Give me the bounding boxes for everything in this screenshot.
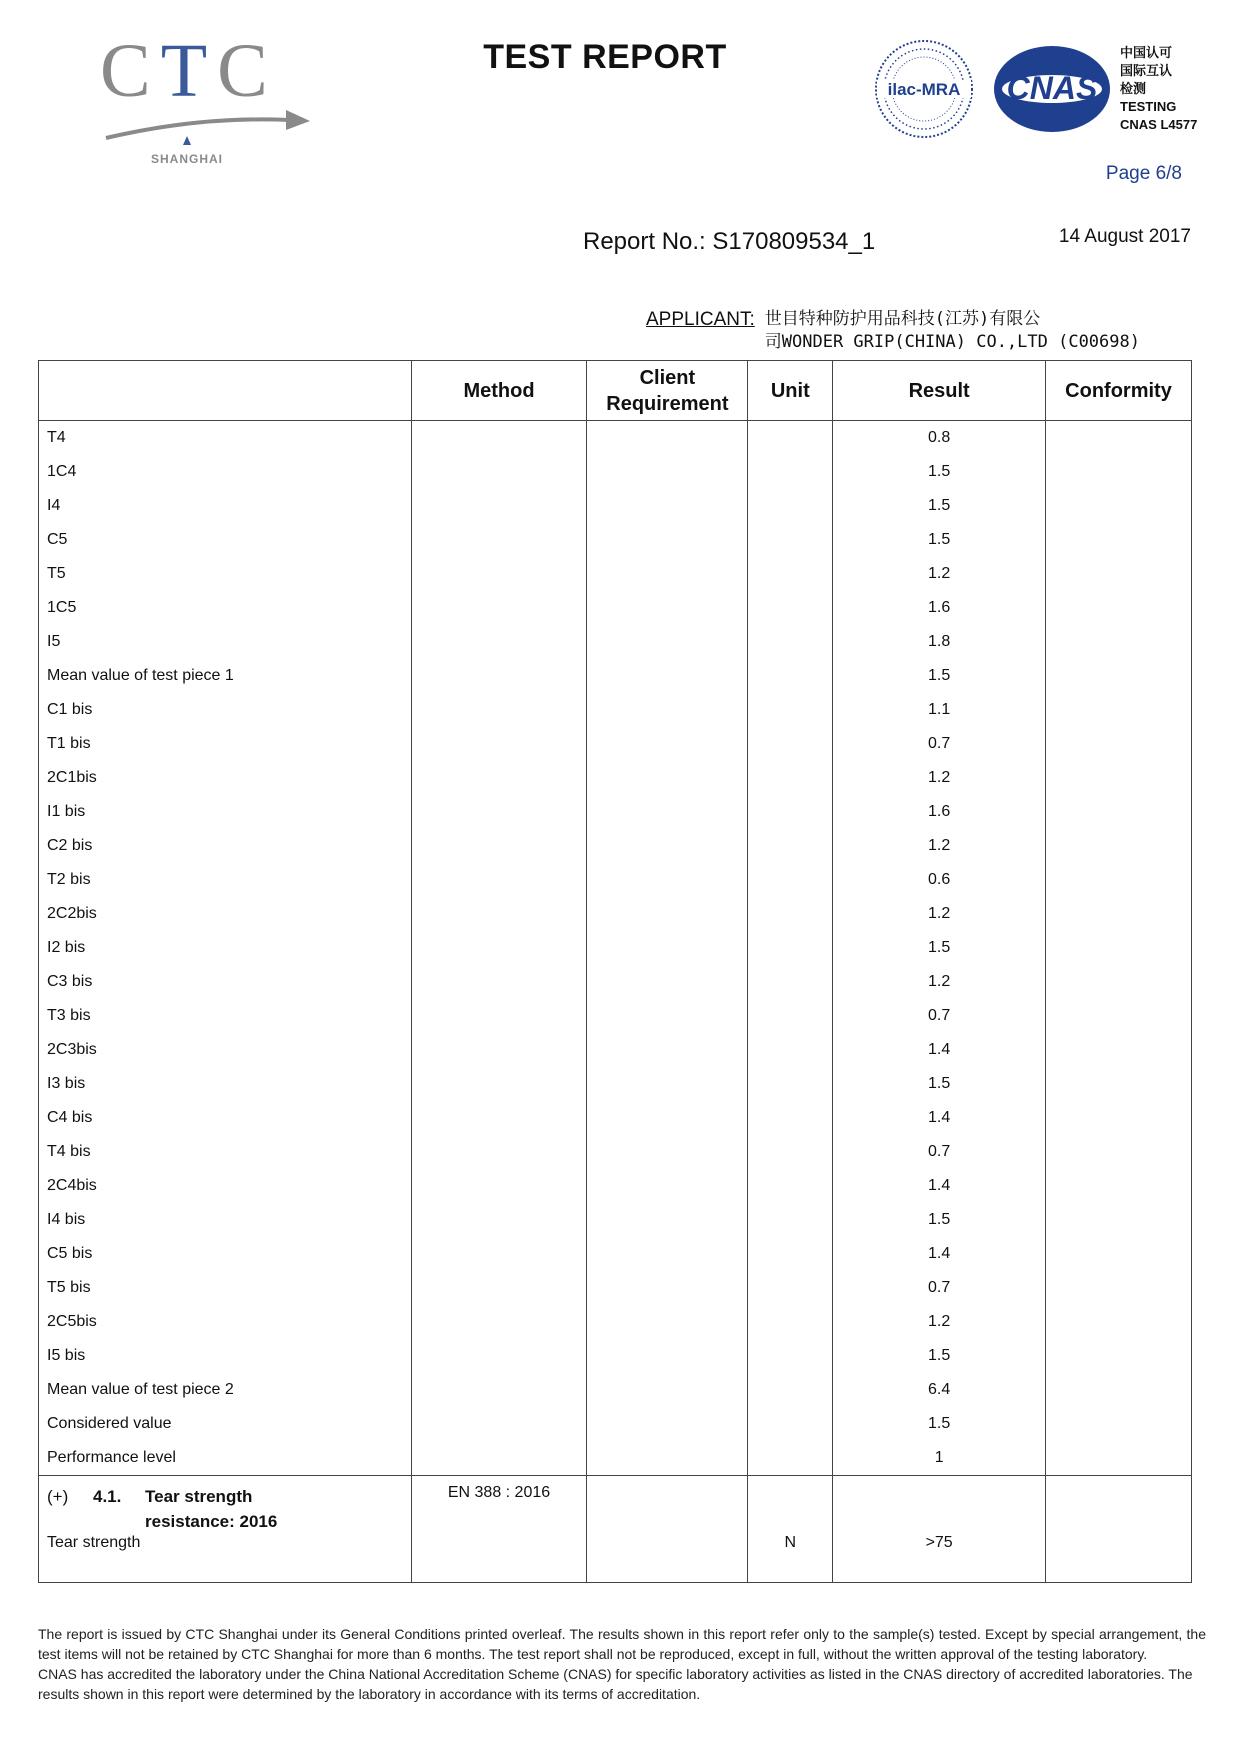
column-header-method: Method [411,361,587,421]
section-unit [748,1476,833,1535]
row-client-requirement [587,1135,748,1169]
row-parameter: Tear strength [39,1534,412,1583]
table-row [39,795,1192,829]
row-conformity [1046,1169,1192,1203]
section-method: EN 388 : 2016 [411,1476,587,1535]
row-parameter: Performance level [39,1441,412,1476]
row-result: 0.7 [833,1271,1046,1305]
table-row [39,1203,1192,1237]
row-method [411,829,587,863]
ctc-logo-text: CTC [100,29,278,113]
row-parameter: Mean value of test piece 2 [39,1373,412,1407]
table-row [39,897,1192,931]
row-client-requirement [587,625,748,659]
report-footer [38,1624,1206,1704]
row-method [411,455,587,489]
row-unit [748,523,833,557]
table-row [39,1067,1192,1101]
section-result [833,1476,1046,1535]
row-method [411,761,587,795]
row-client-requirement [587,1373,748,1407]
row-method [411,1033,587,1067]
row-client-requirement [587,1237,748,1271]
table-row [39,591,1192,625]
row-result: 1.5 [833,1407,1046,1441]
row-method [411,1407,587,1441]
row-conformity [1046,557,1192,591]
row-conformity [1046,1407,1192,1441]
row-unit [748,1237,833,1271]
report-number: Report No.: S170809534_1 [583,228,876,255]
row-client-requirement [587,1169,748,1203]
table-row [39,1441,1192,1476]
row-result: 1.5 [833,455,1046,489]
row-client-requirement [587,523,748,557]
row-result: 1.2 [833,557,1046,591]
row-client-requirement [587,557,748,591]
row-unit [748,829,833,863]
table-row [39,1339,1192,1373]
row-conformity [1046,829,1192,863]
row-method [411,863,587,897]
table-row [39,693,1192,727]
row-result: 1.5 [833,1067,1046,1101]
row-result: 1.5 [833,523,1046,557]
row-client-requirement [587,761,748,795]
row-method [411,1101,587,1135]
row-method [411,1135,587,1169]
cnas-line: TESTING [1120,99,1177,114]
row-result: 1 [833,1441,1046,1476]
results-table [38,360,1192,1583]
section-conformity [1046,1476,1192,1535]
row-method [411,1169,587,1203]
row-result: 1.5 [833,489,1046,523]
row-client-requirement [587,1101,748,1135]
row-parameter: C5 bis [39,1237,412,1271]
section-title-line-1: Tear strength [145,1487,253,1506]
row-conformity [1046,625,1192,659]
row-method [411,1203,587,1237]
row-method [411,1237,587,1271]
table-row [39,1237,1192,1271]
table-row [39,1305,1192,1339]
table-row [39,1407,1192,1441]
cnas-logo [988,44,1116,134]
column-header-unit: Unit [748,361,833,421]
row-result: 1.5 [833,1203,1046,1237]
cnas-line: 国际互认 [1120,63,1173,78]
row-result: 0.7 [833,1135,1046,1169]
table-row [39,999,1192,1033]
row-client-requirement [587,1407,748,1441]
row-client-requirement [587,421,748,456]
row-conformity [1046,1067,1192,1101]
table-row [39,1271,1192,1305]
table-row [39,659,1192,693]
row-result: 1.4 [833,1169,1046,1203]
row-unit [748,727,833,761]
row-conformity [1046,523,1192,557]
row-parameter: 2C1bis [39,761,412,795]
column-header-parameter [39,361,412,421]
table-row [39,625,1192,659]
row-method [411,1067,587,1101]
row-parameter: T5 bis [39,1271,412,1305]
row-method [411,1271,587,1305]
row-result: 1.2 [833,897,1046,931]
cnas-logo-text: CNAS [1006,70,1098,106]
row-parameter: T4 [39,421,412,456]
row-unit [748,1305,833,1339]
row-parameter: T4 bis [39,1135,412,1169]
row-parameter: C1 bis [39,693,412,727]
column-header-conformity: Conformity [1046,361,1192,421]
row-unit [748,1033,833,1067]
section-number: 4.1. [93,1487,122,1506]
row-unit [748,1271,833,1305]
row-result: 1.6 [833,795,1046,829]
row-result: 1.2 [833,761,1046,795]
column-header-result: Result [833,361,1046,421]
applicant-block [646,308,1140,354]
row-conformity [1046,1534,1192,1583]
row-unit [748,659,833,693]
row-client-requirement [587,795,748,829]
row-conformity [1046,897,1192,931]
table-header-row [39,361,1192,421]
row-conformity [1046,421,1192,456]
row-conformity [1046,1441,1192,1476]
row-conformity [1046,1101,1192,1135]
row-unit [748,421,833,456]
row-unit [748,1203,833,1237]
row-client-requirement [587,727,748,761]
row-parameter: T5 [39,557,412,591]
row-client-requirement [587,965,748,999]
row-method [411,931,587,965]
cnas-line: 中国认可 [1120,45,1173,60]
row-unit [748,863,833,897]
row-unit [748,693,833,727]
row-conformity [1046,1373,1192,1407]
row-result: 1.5 [833,1339,1046,1373]
row-client-requirement [587,1271,748,1305]
page-number: Page 6/8 [1105,163,1182,184]
row-conformity [1046,863,1192,897]
row-result: 0.6 [833,863,1046,897]
table-row [39,727,1192,761]
applicant-line-1: 世目特种防护用品科技(江苏)有限公 [764,309,1041,329]
section-title-line-2: resistance: 2016 [145,1512,278,1531]
ilac-mra-text: ilac-MRA [887,80,961,99]
table-row [39,1169,1192,1203]
row-method [411,659,587,693]
row-conformity [1046,455,1192,489]
row-method [411,965,587,999]
row-unit [748,1339,833,1373]
row-method [411,557,587,591]
row-conformity [1046,1203,1192,1237]
row-client-requirement [587,829,748,863]
footer-cnas-statement: CNAS has accredited the laboratory under the China National Accreditation Scheme (CNAS) for specific laboratory activities as listed in the CNAS directory of accredited laboratories. The results shown in this report were determined by the laboratory in accordance with its terms of accreditation. [38,1666,1193,1702]
section-title-cell [39,1476,412,1535]
page-title: TEST REPORT [483,38,727,76]
row-unit [748,1407,833,1441]
row-client-requirement [587,1441,748,1476]
row-unit [748,761,833,795]
row-unit [748,795,833,829]
applicant-label: APPLICANT: [646,309,755,330]
row-result: 1.2 [833,1305,1046,1339]
row-unit [748,1067,833,1101]
row-parameter: I4 [39,489,412,523]
row-conformity [1046,591,1192,625]
row-result: 0.7 [833,999,1046,1033]
table-row [39,455,1192,489]
table-row [39,863,1192,897]
row-parameter: I2 bis [39,931,412,965]
row-client-requirement [587,1203,748,1237]
row-result: 0.8 [833,421,1046,456]
row-unit: N [748,1534,833,1583]
row-method [411,795,587,829]
row-unit [748,965,833,999]
row-conformity [1046,1339,1192,1373]
row-method [411,1339,587,1373]
ctc-logo-subtext: SHANGHAI [150,152,224,163]
row-parameter: C3 bis [39,965,412,999]
table-row [39,1373,1192,1407]
row-client-requirement [587,1305,748,1339]
row-result: 1.4 [833,1237,1046,1271]
row-conformity [1046,795,1192,829]
row-parameter: T2 bis [39,863,412,897]
row-parameter: 2C3bis [39,1033,412,1067]
row-client-requirement [587,863,748,897]
cnas-line: CNAS L4577 [1120,117,1198,132]
row-result: 1.2 [833,965,1046,999]
row-conformity [1046,1237,1192,1271]
row-method [411,999,587,1033]
row-parameter: I4 bis [39,1203,412,1237]
row-result: 1.5 [833,931,1046,965]
row-parameter: 1C5 [39,591,412,625]
footer-disclaimer: The report is issued by CTC Shanghai under its General Conditions printed overleaf. The results shown in this report refer only to the sample(s) tested. Except by special arrangement, the test items will not be retained by CTC Shanghai for more than 6 months. The test report shall not be reproduced, except in full, without the written approval of the testing laboratory. [38,1626,1206,1662]
row-conformity [1046,1305,1192,1339]
row-parameter: 2C5bis [39,1305,412,1339]
row-unit [748,455,833,489]
row-method [411,523,587,557]
table-row [39,965,1192,999]
table-row [39,1033,1192,1067]
row-result: 0.7 [833,727,1046,761]
row-conformity [1046,489,1192,523]
row-method [411,489,587,523]
row-parameter: 1C4 [39,455,412,489]
row-unit [748,625,833,659]
row-parameter: Considered value [39,1407,412,1441]
section-row [39,1476,1192,1535]
row-unit [748,1441,833,1476]
table-row [39,1135,1192,1169]
row-unit [748,1101,833,1135]
row-method [411,421,587,456]
row-result: 6.4 [833,1373,1046,1407]
row-conformity [1046,1033,1192,1067]
table-row [39,829,1192,863]
row-client-requirement [587,1067,748,1101]
row-client-requirement [587,897,748,931]
row-client-requirement [587,1339,748,1373]
row-result: 1.8 [833,625,1046,659]
row-unit [748,999,833,1033]
row-unit [748,489,833,523]
cnas-accreditation-text [1120,44,1197,134]
table-row [39,421,1192,456]
row-result: 1.5 [833,659,1046,693]
row-client-requirement [587,659,748,693]
row-parameter: C4 bis [39,1101,412,1135]
row-result: 1.4 [833,1101,1046,1135]
row-conformity [1046,1271,1192,1305]
row-parameter: Mean value of test piece 1 [39,659,412,693]
row-unit [748,1373,833,1407]
row-result: 1.2 [833,829,1046,863]
ctc-shanghai-logo [100,28,320,163]
row-client-requirement [587,591,748,625]
row-method [411,1305,587,1339]
row-method [411,1373,587,1407]
row-unit [748,897,833,931]
row-method [411,897,587,931]
row-parameter: T3 bis [39,999,412,1033]
row-conformity [1046,727,1192,761]
row-conformity [1046,693,1192,727]
row-conformity [1046,761,1192,795]
table-row [39,489,1192,523]
row-unit [748,557,833,591]
row-conformity [1046,931,1192,965]
ilac-mra-logo [873,38,975,140]
row-parameter: I5 bis [39,1339,412,1373]
table-row [39,1101,1192,1135]
row-result: 1.6 [833,591,1046,625]
row-parameter: C5 [39,523,412,557]
applicant-name [765,308,1140,354]
row-conformity [1046,659,1192,693]
row-method [411,591,587,625]
row-method [411,727,587,761]
row-client-requirement [587,1033,748,1067]
row-client-requirement [587,999,748,1033]
applicant-line-2: 司WONDER GRIP(CHINA) CO.,LTD (C00698) [764,332,1140,352]
row-parameter: 2C2bis [39,897,412,931]
row-parameter: I3 bis [39,1067,412,1101]
row-conformity [1046,1135,1192,1169]
table-row [39,1534,1192,1583]
row-conformity [1046,965,1192,999]
table-row [39,523,1192,557]
report-date: 14 August 2017 [1058,226,1191,247]
row-client-requirement [587,1534,748,1583]
row-unit [748,931,833,965]
cnas-line: 检测 [1120,81,1147,96]
row-client-requirement [587,455,748,489]
row-method [411,1534,587,1583]
row-unit [748,591,833,625]
table-row [39,931,1192,965]
row-unit [748,1135,833,1169]
row-client-requirement [587,931,748,965]
row-method [411,625,587,659]
row-conformity [1046,999,1192,1033]
section-client-requirement [587,1476,748,1535]
row-parameter: C2 bis [39,829,412,863]
row-method [411,1441,587,1476]
row-result: 1.1 [833,693,1046,727]
row-parameter: T1 bis [39,727,412,761]
column-header-client-requirement: Client Requirement [587,361,748,421]
row-client-requirement [587,489,748,523]
section-marker: (+) [47,1487,69,1506]
row-result: 1.4 [833,1033,1046,1067]
row-method [411,693,587,727]
row-parameter: I5 [39,625,412,659]
row-client-requirement [587,693,748,727]
row-unit [748,1169,833,1203]
section-title [47,1476,411,1534]
table-row [39,557,1192,591]
table-row [39,761,1192,795]
row-result: >75 [833,1534,1046,1583]
row-parameter: 2C4bis [39,1169,412,1203]
row-parameter: I1 bis [39,795,412,829]
